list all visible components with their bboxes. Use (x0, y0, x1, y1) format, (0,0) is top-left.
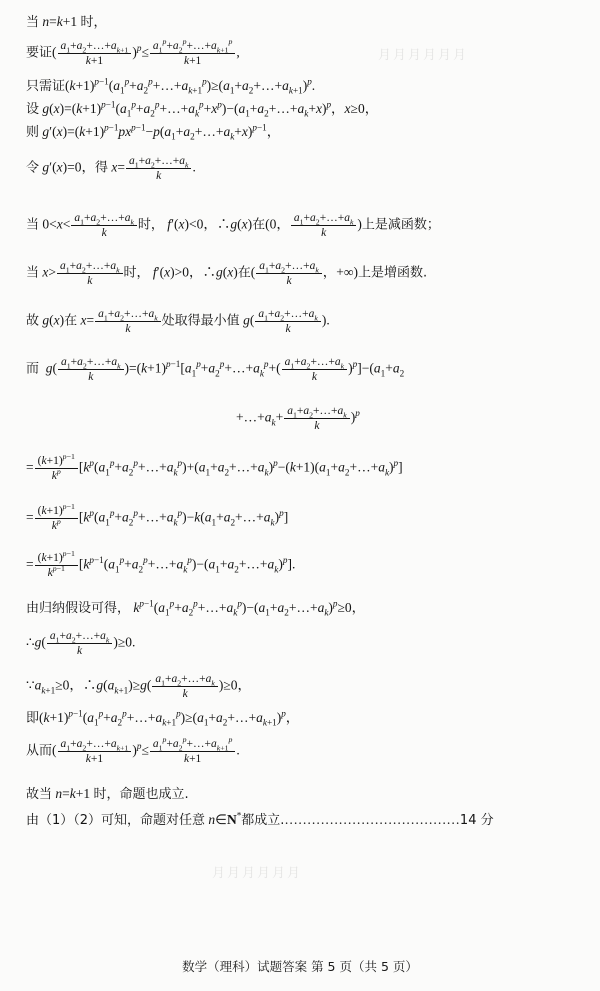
math-line: = $\frac{(k+1)^{p-1}}{k^p}$ $[k^p(a_1^p+a_2^p+\dots+a_k^p)+(a_1+a_2+\dots+a_k)^p-(k+1)(a_1+a_2+\dots+a_k)^p]$ (26, 452, 403, 483)
page-footer: 数学（理科）试题答案 第 5 页（共 5 页） (182, 959, 418, 974)
math-line: = $\frac{(k+1)^{p-1}}{k^p}$ $[k^p(a_1^p+a_2^p+\dots+a_k^p)-k(a_1+a_2+\dots+a_k)^p]$ (26, 502, 289, 533)
math-line: ∴g( $\frac{a_1+a_2+\dots+a_k}{k}$ )≥0. (26, 630, 136, 658)
math-line: 当 n=k+1 时， (26, 14, 107, 30)
watermark-text: 月月月月月月 (378, 48, 469, 63)
math-line: 由（1）（2）可知，命题对任意 n∈N*都成立.…………………………………14 分 (26, 810, 494, 828)
math-line: 即$(k+1)^{p-1}(a_1^p+a_2^p+\dots+a_{k+1}^p)\ge(a_1+a_2+\dots+a_{k+1})^p$， (26, 708, 300, 728)
math-line: 则 $g'(x)=(k+1)^{p-1}px^{p-1}-p(a_1+a_2+\dots+a_k+x)^{p-1}$， (26, 122, 281, 142)
math-line: 要证( $\frac{a_1+a_2+\dots+a_{k+1}}{k+1}$ )$^p$≤ $\frac{a_1^p+a_2^p+\dots+a_{k+1}^p}{k+1}$ , (26, 37, 240, 68)
math-line: 令 g′(x)=0，得 x= $\frac{a_1+a_2+\dots+a_k}{k}$ . (26, 155, 196, 183)
math-line: 设 $g(x)=(k+1)^{p-1}(a_1^p+a_2^p+\dots+a_k^p+x^p)-(a_1+a_2+\dots+a_k+x)^p$，x≥0， (26, 99, 379, 119)
math-line: 当 x> $\frac{a_1+a_2+\dots+a_k}{k}$ 时， f′(x)>0，∴g(x)在( $\frac{a_1+a_2+\dots+a_k}{k}$ ，+∞)上是增函数. (26, 260, 428, 288)
math-line: $+\dots+a_k+$ $\frac{a_1+a_2+\dots+a_k}{k}$ )$^p$ (236, 405, 360, 433)
math-line: 故当 n=k+1 时，命题也成立. (26, 786, 189, 802)
math-line: 当 0<x< $\frac{a_1+a_2+\dots+a_k}{k}$ 时， f′(x)<0，∴g(x)在(0， $\frac{a_1+a_2+\dots+a_k}{k}$ )上是减函数； (26, 212, 440, 240)
watermark-text-secondary: 月月月月月月 (212, 866, 303, 881)
math-line: = $\frac{(k+1)^{p-1}}{k^{p-1}}$ $[k^{p-1}(a_1^p+a_2^p+\dots+a_k^p)-(a_1+a_2+\dots+a_k)^p]$. (26, 549, 296, 580)
math-line: 由归纳假设可得， $k^{p-1}(a_1^p+a_2^p+\dots+a_k^p)-(a_1+a_2+\dots+a_k)^p\ge 0$， (26, 598, 366, 618)
math-line: 从而( $\frac{a_1+a_2+\dots+a_{k+1}}{k+1}$ )$^p$≤ $\frac{a_1^p+a_2^p+\dots+a_{k+1}^p}{k+1}$ . (26, 735, 240, 766)
math-line: 故 g(x)在 x= $\frac{a_1+a_2+\dots+a_k}{k}$ 处取得最小值 g( $\frac{a_1+a_2+\dots+a_k}{k}$ ). (26, 308, 330, 336)
math-line: 只需证$(k+1)^{p-1}(a_1^p+a_2^p+\dots+a_{k+1}^p)\ge(a_1+a_2+\dots+a_{k+1})^p$. (26, 76, 316, 96)
math-line: 而 g( $\frac{a_1+a_2+\dots+a_k}{k}$ )$=(k+1)^{p-1}[a_1^p+a_2^p+\dots+a_k^p+$( $\frac{a_1+a_2+\dots+a_k}{k}$ )$^p]-(a_1+a_2$ (26, 356, 405, 384)
math-line: $\because a_{k+1}\ge 0$，$\therefore g(a_{k+1})\ge g$( $\frac{a_1+a_2+\dots+a_k}{k}$ )≥0， (26, 673, 252, 701)
